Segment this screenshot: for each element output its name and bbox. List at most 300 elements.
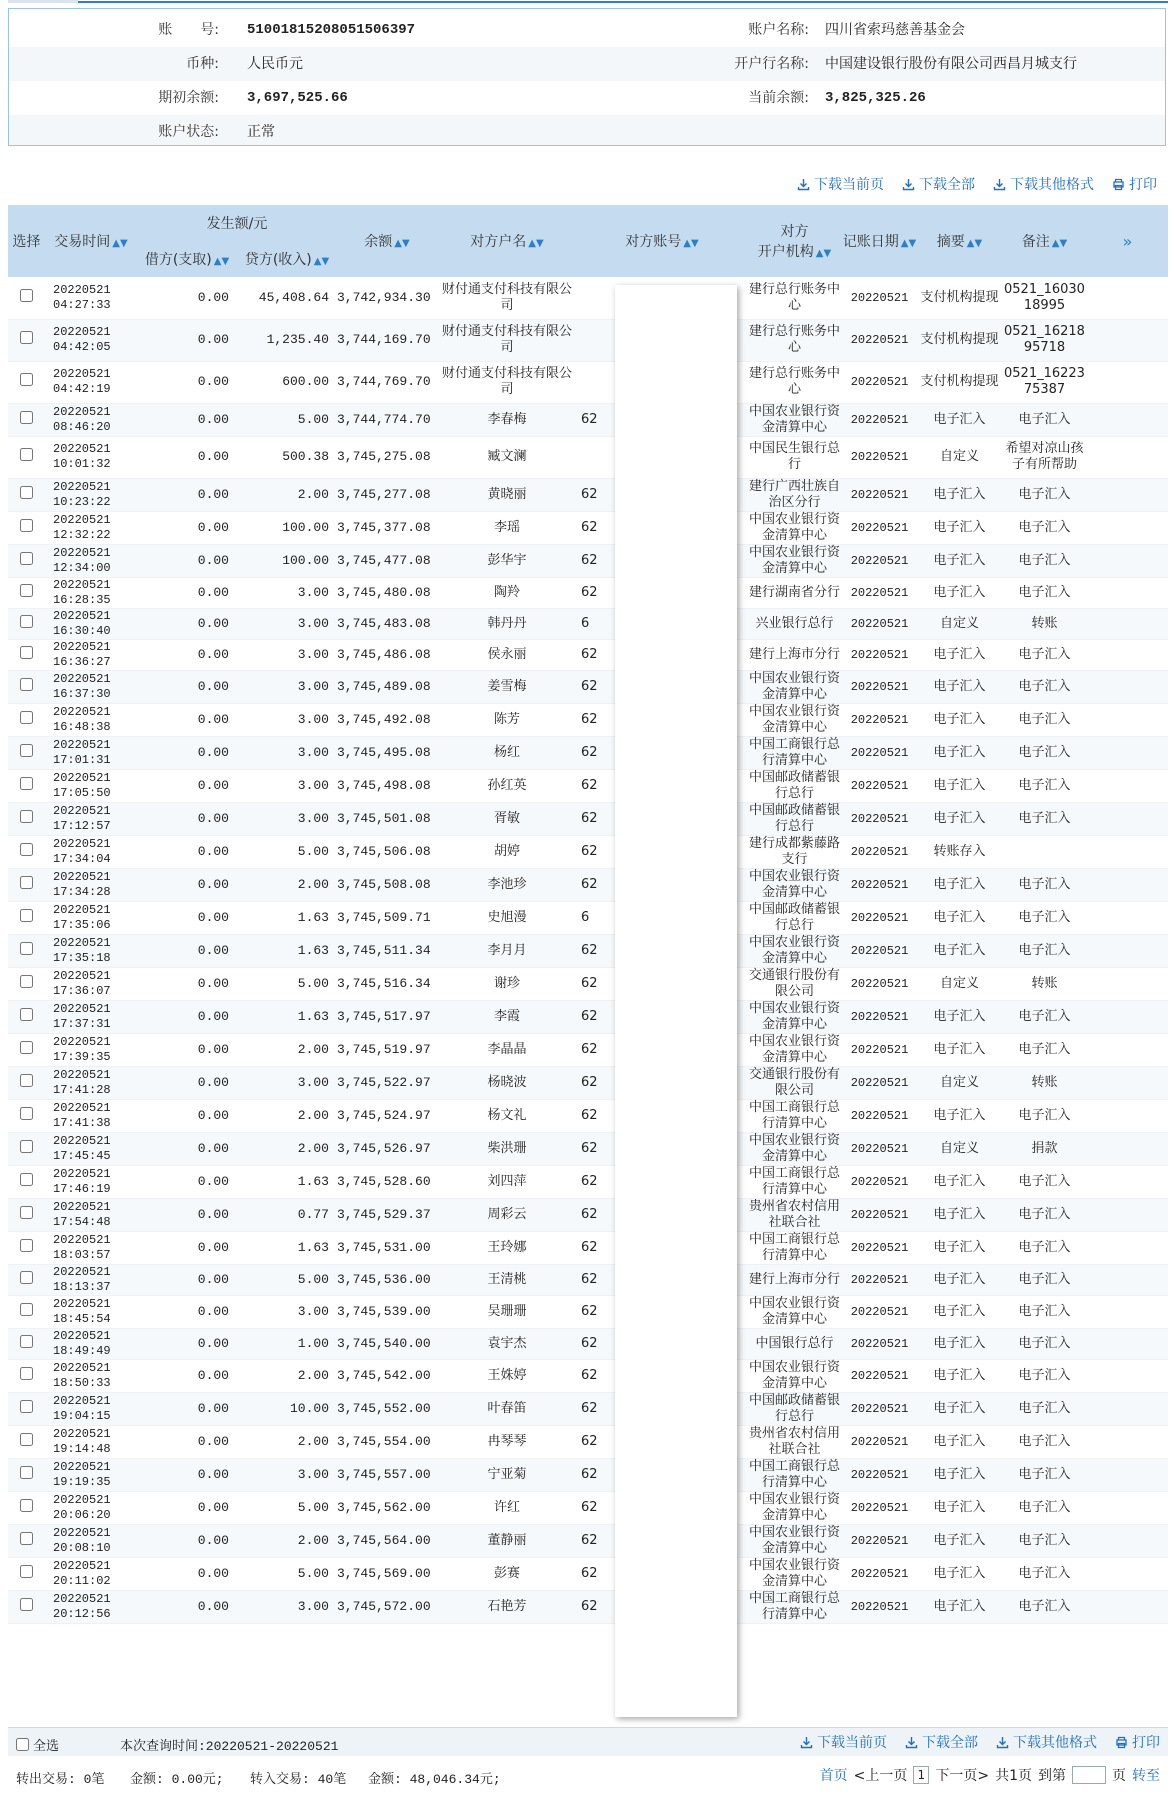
party-name-cell: 韩丹丹 — [437, 608, 577, 639]
party-account-cell: 62 — [577, 511, 747, 544]
download-all-button[interactable] — [905, 1732, 978, 1752]
header-summary[interactable] — [917, 205, 1002, 277]
post-date-cell: 20220521 — [842, 769, 917, 802]
credit-cell: 100.00 — [237, 544, 337, 577]
table-row[interactable] — [8, 478, 1168, 511]
party-account-cell: 62 — [577, 1295, 747, 1328]
row-checkbox[interactable] — [20, 1140, 33, 1153]
table-row[interactable] — [8, 1231, 1168, 1264]
party-account-cell: 6 — [577, 901, 747, 934]
download-icon — [993, 178, 1006, 191]
table-row[interactable] — [8, 1099, 1168, 1132]
post-date-cell: 20220521 — [842, 639, 917, 670]
post-date-cell: 20220521 — [842, 703, 917, 736]
current-page[interactable]: 1 — [913, 1766, 929, 1784]
balance-cell: 3,745,542.00 — [337, 1359, 437, 1392]
party-name-cell: 刘四萍 — [437, 1165, 577, 1198]
table-row[interactable] — [8, 1524, 1168, 1557]
party-name-cell: 杨晓波 — [437, 1066, 577, 1099]
debit-cell: 0.00 — [137, 403, 237, 436]
debit-cell: 0.00 — [137, 934, 237, 967]
post-date-cell: 20220521 — [842, 544, 917, 577]
post-date-cell: 20220521 — [842, 1359, 917, 1392]
party-bank-cell: 中国工商银行总行清算中心 — [748, 1099, 840, 1131]
post-date-cell: 20220521 — [842, 1425, 917, 1458]
table-row[interactable] — [8, 436, 1168, 478]
party-name-cell: 陈芳 — [437, 703, 577, 736]
table-row[interactable] — [8, 1033, 1168, 1066]
tx-time: 18:50:33 — [53, 1375, 111, 1390]
credit-cell: 3.00 — [237, 769, 337, 802]
download-other-button[interactable] — [996, 1732, 1097, 1752]
remark-cell: 电子汇入 — [1002, 769, 1087, 802]
row-checkbox[interactable] — [20, 486, 33, 499]
debit-cell: 0.00 — [137, 1590, 237, 1623]
header-amount-group: 发生额/元 — [137, 205, 337, 241]
credit-cell: 3.00 — [237, 703, 337, 736]
party-name-cell: 李晶晶 — [437, 1033, 577, 1066]
post-date-cell: 20220521 — [842, 1099, 917, 1132]
row-select-cell — [8, 802, 45, 835]
table-row[interactable] — [8, 1590, 1168, 1623]
summary-cell: 电子汇入 — [917, 1425, 1002, 1458]
debit-cell: 0.00 — [137, 277, 237, 319]
party-account-cell: 62 — [577, 403, 747, 436]
tx-time-cell — [45, 868, 137, 901]
header-party-account[interactable] — [577, 205, 747, 277]
party-name-cell: 财付通支付科技有限公司 — [437, 319, 577, 361]
row-extra-cell — [1087, 1392, 1168, 1425]
table-row[interactable] — [8, 277, 1168, 319]
party-name-cell: 胡婷 — [437, 835, 577, 868]
table-row[interactable] — [8, 1264, 1168, 1295]
row-checkbox[interactable] — [20, 289, 33, 302]
tx-time: 18:13:37 — [53, 1279, 111, 1294]
remark-cell: 电子汇入 — [1002, 478, 1087, 511]
row-checkbox[interactable] — [20, 777, 33, 790]
tx-time: 17:46:19 — [53, 1181, 111, 1196]
row-checkbox[interactable] — [20, 1532, 33, 1545]
summary-cell: 电子汇入 — [917, 901, 1002, 934]
tx-time: 17:34:28 — [53, 884, 111, 899]
printer-icon — [1115, 1736, 1128, 1749]
row-select-cell — [8, 934, 45, 967]
table-row[interactable] — [8, 769, 1168, 802]
row-select-cell — [8, 1524, 45, 1557]
table-row[interactable] — [8, 1359, 1168, 1392]
row-select-cell — [8, 1328, 45, 1359]
balance-cell: 3,745,511.34 — [337, 934, 437, 967]
table-row[interactable] — [8, 511, 1168, 544]
party-account-cell: 62 — [577, 1491, 747, 1524]
tx-date: 20220521 — [53, 479, 111, 494]
tx-time-cell — [45, 639, 137, 670]
debit-cell: 0.00 — [137, 670, 237, 703]
table-row[interactable] — [8, 802, 1168, 835]
header-balance[interactable] — [337, 205, 437, 277]
party-name-cell: 王清桃 — [437, 1264, 577, 1295]
debit-cell: 0.00 — [137, 1099, 237, 1132]
remark-cell: 电子汇入 — [1002, 577, 1087, 608]
party-name-cell: 叶春笛 — [437, 1392, 577, 1425]
tx-date: 20220521 — [53, 671, 111, 686]
goto-button[interactable]: 转至 — [1132, 1768, 1160, 1784]
download-page-button[interactable] — [797, 174, 884, 194]
row-checkbox[interactable] — [20, 909, 33, 922]
tx-date: 20220521 — [53, 968, 111, 983]
post-date-cell: 20220521 — [842, 608, 917, 639]
row-checkbox[interactable] — [20, 678, 33, 691]
table-row[interactable] — [8, 1066, 1168, 1099]
row-checkbox[interactable] — [20, 519, 33, 532]
party-account-cell: 62 — [577, 577, 747, 608]
tx-date: 20220521 — [53, 1296, 111, 1311]
row-checkbox[interactable] — [20, 1074, 33, 1087]
row-checkbox[interactable] — [20, 744, 33, 757]
tx-time-cell — [45, 1000, 137, 1033]
table-row[interactable] — [8, 967, 1168, 1000]
table-row[interactable] — [8, 1557, 1168, 1590]
goto-page-input[interactable] — [1072, 1766, 1106, 1784]
credit-cell: 3.00 — [237, 608, 337, 639]
current-balance-value: 3,825,325.26 — [825, 90, 926, 106]
row-select-cell — [8, 544, 45, 577]
remark-cell: 0521_1622375387 — [1002, 361, 1087, 403]
balance-cell: 3,745,498.08 — [337, 769, 437, 802]
balance-cell: 3,745,483.08 — [337, 608, 437, 639]
table-row[interactable] — [8, 608, 1168, 639]
row-checkbox[interactable] — [20, 411, 33, 424]
tx-date: 20220521 — [53, 935, 111, 950]
post-date-cell: 20220521 — [842, 1524, 917, 1557]
party-account-cell: 62 — [577, 1590, 747, 1623]
remark-cell: 电子汇入 — [1002, 1165, 1087, 1198]
row-checkbox[interactable] — [20, 448, 33, 461]
summary-cell: 电子汇入 — [917, 1264, 1002, 1295]
party-bank-cell: 中国农业银行资金清算中心 — [748, 1033, 840, 1065]
top-toolbar — [797, 174, 1157, 194]
table-row[interactable] — [8, 544, 1168, 577]
post-date-cell: 20220521 — [842, 1264, 917, 1295]
table-row[interactable] — [8, 639, 1168, 670]
first-page-link[interactable]: 首页 — [819, 1768, 848, 1784]
row-select-cell — [8, 1000, 45, 1033]
row-checkbox[interactable] — [20, 1206, 33, 1219]
table-row[interactable] — [8, 1132, 1168, 1165]
row-checkbox[interactable] — [20, 1565, 33, 1578]
tx-time: 17:01:31 — [53, 752, 111, 767]
tx-time: 04:42:19 — [53, 382, 111, 396]
table-row[interactable] — [8, 1198, 1168, 1231]
table-row[interactable] — [8, 1165, 1168, 1198]
pagination — [820, 1765, 1160, 1785]
row-checkbox[interactable] — [20, 331, 33, 344]
balance-cell: 3,745,554.00 — [337, 1425, 437, 1458]
tx-time-cell — [45, 802, 137, 835]
party-bank-cell: 建行总行账务中心 — [747, 361, 842, 403]
tx-time-cell — [45, 1066, 137, 1099]
table-row[interactable] — [8, 403, 1168, 436]
party-bank-cell: 中国工商银行总行清算中心 — [748, 1231, 840, 1263]
summary-cell: 电子汇入 — [917, 1000, 1002, 1033]
table-row[interactable] — [8, 361, 1168, 403]
table-row[interactable] — [8, 1392, 1168, 1425]
row-checkbox[interactable] — [20, 1239, 33, 1252]
row-checkbox[interactable] — [20, 711, 33, 724]
party-account-cell: 62 — [577, 544, 747, 577]
balance-cell: 3,745,509.71 — [337, 901, 437, 934]
header-debit[interactable] — [137, 241, 237, 277]
table-row[interactable] — [8, 736, 1168, 769]
print-button[interactable] — [1115, 1732, 1160, 1752]
balance-cell: 3,745,528.60 — [337, 1165, 437, 1198]
table-row[interactable] — [8, 934, 1168, 967]
header-more[interactable] — [1087, 205, 1168, 277]
header-summary-label: 摘要 — [936, 234, 965, 250]
party-bank-cell: 中国农业银行资金清算中心 — [748, 1000, 840, 1032]
row-select-cell — [8, 967, 45, 1000]
row-checkbox[interactable] — [20, 810, 33, 823]
table-row[interactable] — [8, 1491, 1168, 1524]
debit-cell: 0.00 — [137, 1359, 237, 1392]
party-bank-cell: 中国农业银行资金清算中心 — [748, 703, 840, 735]
row-checkbox[interactable] — [20, 1433, 33, 1446]
party-account-cell: 62 — [577, 736, 747, 769]
select-all-checkbox[interactable] — [16, 1738, 29, 1751]
table-row[interactable] — [8, 1328, 1168, 1359]
tx-time: 17:05:50 — [53, 785, 111, 800]
print-button[interactable] — [1112, 174, 1157, 194]
download-icon — [797, 178, 810, 191]
table-row[interactable] — [8, 868, 1168, 901]
debit-cell: 0.00 — [137, 1165, 237, 1198]
debit-cell: 0.00 — [137, 1392, 237, 1425]
row-extra-cell — [1087, 403, 1168, 436]
table-row[interactable] — [8, 1458, 1168, 1491]
tx-time-cell — [45, 703, 137, 736]
download-other-label: 下载其他格式 — [1010, 177, 1094, 193]
tx-time: 04:27:33 — [53, 297, 111, 312]
row-checkbox[interactable] — [20, 1008, 33, 1021]
balance-cell: 3,745,492.08 — [337, 703, 437, 736]
row-checkbox[interactable] — [20, 975, 33, 988]
party-bank-cell: 中国农业银行资金清算中心 — [748, 868, 840, 900]
row-checkbox[interactable] — [20, 1107, 33, 1120]
tx-time-cell — [45, 1132, 137, 1165]
download-all-label: 下载全部 — [922, 1735, 978, 1751]
summary-cell: 电子汇入 — [917, 1033, 1002, 1066]
download-page-button[interactable] — [800, 1732, 887, 1752]
summary-cell: 电子汇入 — [917, 934, 1002, 967]
row-checkbox[interactable] — [20, 876, 33, 889]
table-row[interactable] — [8, 670, 1168, 703]
tx-time: 19:04:15 — [53, 1408, 111, 1423]
row-checkbox[interactable] — [20, 1335, 33, 1348]
post-date-cell: 20220521 — [842, 901, 917, 934]
balance-cell: 3,745,572.00 — [337, 1590, 437, 1623]
row-checkbox[interactable] — [20, 646, 33, 659]
row-checkbox[interactable] — [20, 1400, 33, 1413]
remark-cell: 电子汇入 — [1002, 544, 1087, 577]
row-checkbox[interactable] — [20, 1041, 33, 1054]
post-date-cell: 20220521 — [842, 1198, 917, 1231]
party-name-cell: 宁亚菊 — [437, 1458, 577, 1491]
expand-columns-icon[interactable]: » — [1122, 231, 1133, 251]
remark-cell: 电子汇入 — [1002, 934, 1087, 967]
header-credit[interactable] — [237, 241, 337, 277]
summary-cell: 电子汇入 — [917, 511, 1002, 544]
party-account-cell: 62 — [577, 1524, 747, 1557]
select-all-label: 全选 — [33, 1739, 60, 1754]
party-name-cell: 袁宇杰 — [437, 1328, 577, 1359]
balance-cell: 3,745,377.08 — [337, 511, 437, 544]
table-row[interactable] — [8, 901, 1168, 934]
table-row[interactable] — [8, 703, 1168, 736]
credit-cell: 1.63 — [237, 901, 337, 934]
post-date-cell: 20220521 — [842, 835, 917, 868]
redaction-mask — [615, 285, 737, 1717]
balance-cell: 3,745,529.37 — [337, 1198, 437, 1231]
table-row[interactable] — [8, 835, 1168, 868]
tx-time: 10:23:22 — [53, 494, 111, 509]
prev-page-link[interactable]: <上一页 — [853, 1768, 908, 1784]
tx-date: 20220521 — [53, 1328, 111, 1343]
remark-cell: 0521_1621895718 — [1002, 319, 1087, 361]
tx-time: 17:54:48 — [53, 1214, 111, 1229]
tx-time-cell — [45, 934, 137, 967]
currency-value: 人民币元 — [247, 56, 303, 72]
tx-time: 18:45:54 — [53, 1311, 111, 1326]
tx-time-cell — [45, 478, 137, 511]
party-bank-cell: 中国农业银行资金清算中心 — [748, 1491, 840, 1523]
row-select-cell — [8, 835, 45, 868]
summary-cell: 电子汇入 — [917, 1524, 1002, 1557]
remark-cell: 电子汇入 — [1002, 736, 1087, 769]
next-page-link[interactable]: 下一页> — [935, 1768, 990, 1784]
tx-time: 04:42:05 — [53, 340, 111, 354]
row-checkbox[interactable] — [20, 1466, 33, 1479]
sort-icon: ▲▼ — [815, 248, 832, 259]
tx-time: 17:35:18 — [53, 950, 111, 965]
row-select-cell — [8, 1264, 45, 1295]
party-bank-cell: 建行总行账务中心 — [747, 277, 842, 319]
download-all-button[interactable] — [902, 174, 975, 194]
row-select-cell — [8, 639, 45, 670]
tx-time: 18:49:49 — [53, 1343, 111, 1358]
party-bank-cell: 中国农业银行资金清算中心 — [748, 1295, 840, 1327]
remark-cell: 电子汇入 — [1002, 1491, 1087, 1524]
row-checkbox[interactable] — [20, 1499, 33, 1512]
party-bank-cell: 中国工商银行总行清算中心 — [748, 1458, 840, 1490]
row-checkbox[interactable] — [20, 942, 33, 955]
header-party-bank[interactable] — [747, 205, 842, 277]
table-row[interactable] — [8, 319, 1168, 361]
party-account-cell: 62 — [577, 1231, 747, 1264]
remark-cell: 电子汇入 — [1002, 511, 1087, 544]
remark-cell: 电子汇入 — [1002, 1033, 1087, 1066]
tx-date: 20220521 — [53, 1264, 111, 1279]
download-icon — [905, 1736, 918, 1749]
party-account-cell: 62 — [577, 1033, 747, 1066]
tx-time: 17:35:06 — [53, 917, 111, 932]
post-date-cell: 20220521 — [842, 1066, 917, 1099]
row-checkbox[interactable] — [20, 615, 33, 628]
sort-icon: ▲▼ — [1051, 238, 1068, 249]
tx-time: 20:08:10 — [53, 1540, 111, 1555]
table-row[interactable] — [8, 1000, 1168, 1033]
tx-time: 12:34:00 — [53, 560, 111, 575]
credit-cell: 500.38 — [237, 436, 337, 478]
credit-cell: 2.00 — [237, 1132, 337, 1165]
row-select-cell — [8, 1557, 45, 1590]
table-row[interactable] — [8, 577, 1168, 608]
row-extra-cell — [1087, 1524, 1168, 1557]
post-date-cell: 20220521 — [842, 1557, 917, 1590]
row-checkbox[interactable] — [20, 1173, 33, 1186]
header-remark[interactable] — [1002, 205, 1087, 277]
tx-time: 18:03:57 — [53, 1247, 111, 1262]
balance-cell: 3,745,531.00 — [337, 1231, 437, 1264]
active-tab[interactable] — [8, 0, 78, 3]
header-party-bank-line2: 开户机构 — [757, 244, 814, 260]
balance-cell: 3,745,540.00 — [337, 1328, 437, 1359]
header-time[interactable] — [45, 205, 137, 277]
row-checkbox[interactable] — [20, 1598, 33, 1611]
party-name-cell: 冉琴琴 — [437, 1425, 577, 1458]
remark-cell — [1002, 835, 1087, 868]
bank-value: 中国建设银行股份有限公司西昌月城支行 — [825, 56, 1077, 72]
header-party-name[interactable] — [437, 205, 577, 277]
post-date-cell: 20220521 — [842, 1590, 917, 1623]
select-all-toggle[interactable] — [16, 1735, 59, 1754]
row-checkbox[interactable] — [20, 1367, 33, 1380]
credit-cell: 1,235.40 — [237, 319, 337, 361]
download-other-button[interactable] — [993, 174, 1094, 194]
table-row[interactable] — [8, 1425, 1168, 1458]
post-date-cell: 20220521 — [842, 277, 917, 319]
row-extra-cell — [1087, 835, 1168, 868]
row-checkbox[interactable] — [20, 373, 33, 386]
row-select-cell — [8, 608, 45, 639]
table-row[interactable] — [8, 1295, 1168, 1328]
sort-icon: ▲▼ — [683, 238, 699, 249]
party-name-cell: 杨文礼 — [437, 1099, 577, 1132]
header-post-date[interactable] — [842, 205, 917, 277]
balance-cell: 3,745,569.00 — [337, 1557, 437, 1590]
post-date-cell: 20220521 — [842, 1132, 917, 1165]
credit-cell: 1.63 — [237, 1165, 337, 1198]
debit-cell: 0.00 — [137, 1000, 237, 1033]
tx-time-cell — [45, 901, 137, 934]
credit-cell: 3.00 — [237, 802, 337, 835]
party-account-cell: 62 — [577, 478, 747, 511]
row-checkbox[interactable] — [20, 584, 33, 597]
row-checkbox[interactable] — [20, 1271, 33, 1284]
row-checkbox[interactable] — [20, 552, 33, 565]
debit-cell: 0.00 — [137, 967, 237, 1000]
party-bank-cell: 中国农业银行资金清算中心 — [748, 934, 840, 966]
row-checkbox[interactable] — [20, 1303, 33, 1316]
row-checkbox[interactable] — [20, 843, 33, 856]
row-extra-cell — [1087, 1295, 1168, 1328]
row-select-cell — [8, 1295, 45, 1328]
out-count: 转出交易: 0笔 — [16, 1772, 105, 1787]
party-bank-cell: 中国工商银行总行清算中心 — [748, 736, 840, 768]
debit-cell: 0.00 — [137, 1231, 237, 1264]
balance-cell: 3,745,564.00 — [337, 1524, 437, 1557]
post-date-cell: 20220521 — [842, 577, 917, 608]
post-date-cell: 20220521 — [842, 868, 917, 901]
